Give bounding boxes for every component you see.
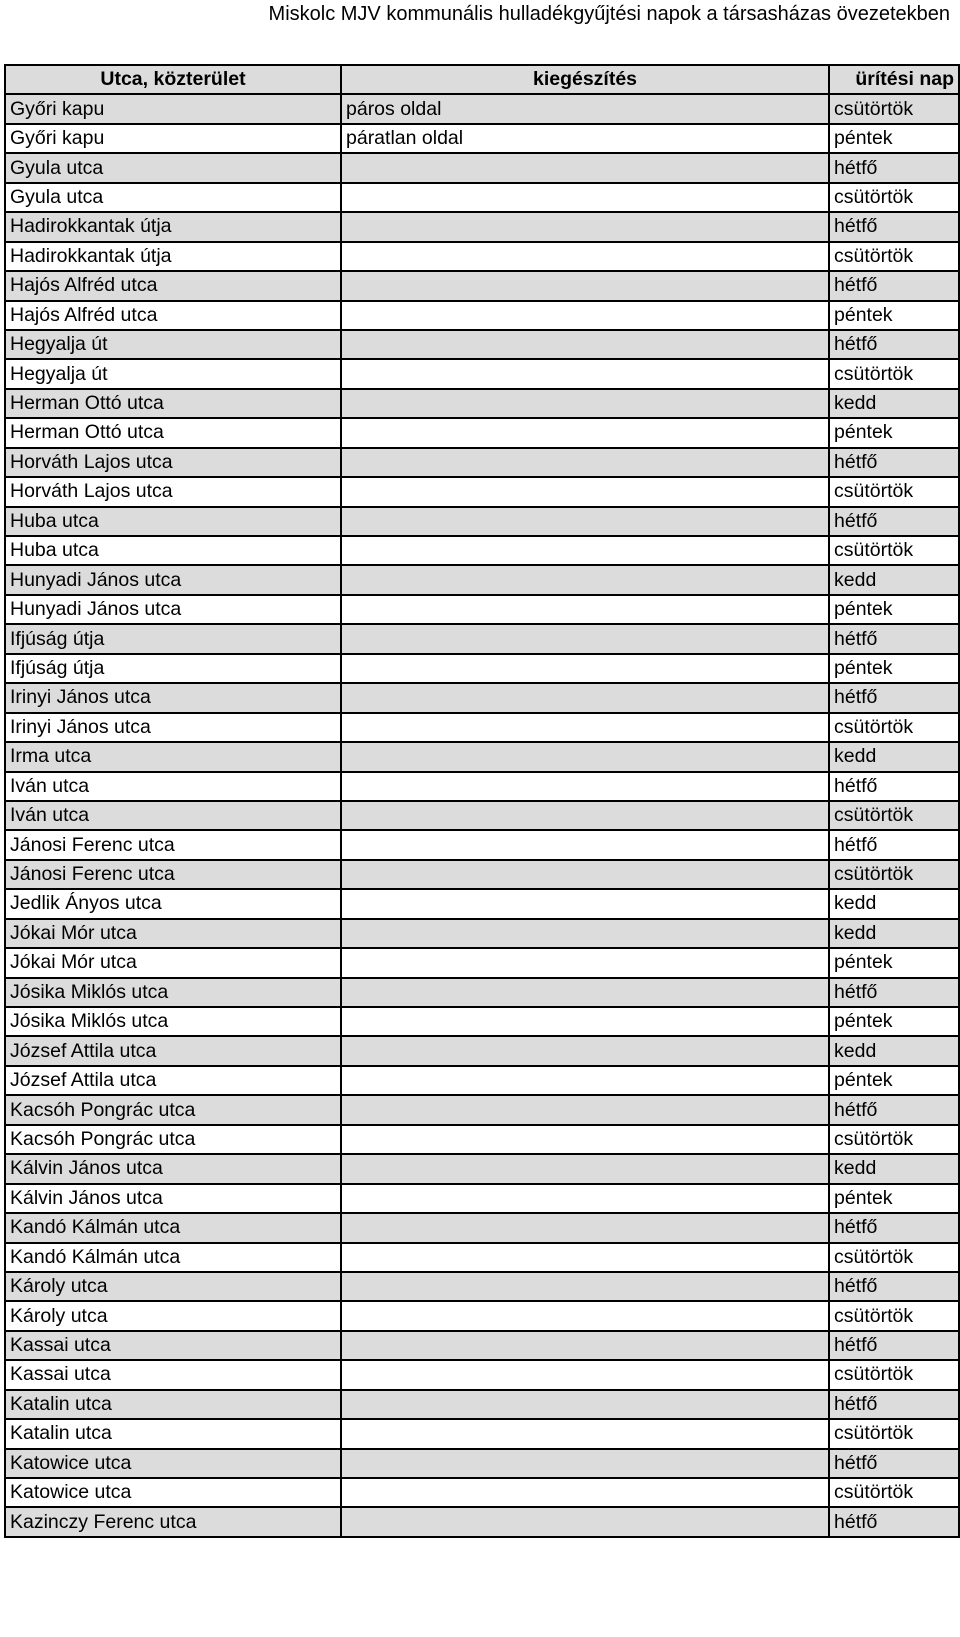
cell-day: kedd — [829, 1036, 959, 1065]
cell-note — [341, 919, 829, 948]
cell-day: hétfő — [829, 978, 959, 1007]
cell-note — [341, 212, 829, 241]
cell-street: Huba utca — [5, 536, 341, 565]
cell-street: Kacsóh Pongrác utca — [5, 1095, 341, 1124]
cell-day: hétfő — [829, 683, 959, 712]
table-row — [5, 713, 959, 742]
table-row — [5, 801, 959, 830]
cell-street: Kálvin János utca — [5, 1184, 341, 1213]
cell-day: hétfő — [829, 830, 959, 859]
cell-street: Ifjúság útja — [5, 624, 341, 653]
cell-day: hétfő — [829, 1390, 959, 1419]
table-row — [5, 1007, 959, 1036]
cell-day: hétfő — [829, 1095, 959, 1124]
cell-street: Jánosi Ferenc utca — [5, 830, 341, 859]
cell-street: Kálvin János utca — [5, 1154, 341, 1183]
cell-street: Jedlik Ányos utca — [5, 889, 341, 918]
table-row — [5, 1213, 959, 1242]
cell-note — [341, 1095, 829, 1124]
cell-note — [341, 654, 829, 683]
table-row — [5, 536, 959, 565]
table-row — [5, 1154, 959, 1183]
table-row — [5, 1125, 959, 1154]
cell-note — [341, 242, 829, 271]
table-row — [5, 683, 959, 712]
cell-day: péntek — [829, 948, 959, 977]
cell-street: Katowice utca — [5, 1478, 341, 1507]
table-row — [5, 153, 959, 182]
cell-note — [341, 1419, 829, 1448]
cell-note: páratlan oldal — [341, 124, 829, 153]
cell-day: csütörtök — [829, 860, 959, 889]
table-row — [5, 301, 959, 330]
cell-street: Hegyalja út — [5, 330, 341, 359]
cell-day: csütörtök — [829, 1360, 959, 1389]
cell-day: kedd — [829, 889, 959, 918]
table-row — [5, 595, 959, 624]
cell-day: csütörtök — [829, 801, 959, 830]
cell-street: Hajós Alfréd utca — [5, 301, 341, 330]
cell-street: Hadirokkantak útja — [5, 212, 341, 241]
cell-street: Huba utca — [5, 507, 341, 536]
cell-day: hétfő — [829, 1331, 959, 1360]
schedule-table — [4, 64, 960, 1538]
table-row — [5, 271, 959, 300]
cell-street: Győri kapu — [5, 124, 341, 153]
cell-day: hétfő — [829, 1272, 959, 1301]
cell-day: péntek — [829, 124, 959, 153]
cell-street: Kassai utca — [5, 1331, 341, 1360]
cell-day: csütörtök — [829, 359, 959, 388]
table-row — [5, 1419, 959, 1448]
table-row — [5, 860, 959, 889]
table-row — [5, 1507, 959, 1536]
cell-street: Kandó Kálmán utca — [5, 1213, 341, 1242]
cell-note — [341, 1184, 829, 1213]
cell-day: péntek — [829, 654, 959, 683]
cell-note — [341, 1007, 829, 1036]
table-row — [5, 389, 959, 418]
cell-day: csütörtök — [829, 1125, 959, 1154]
table-row — [5, 1331, 959, 1360]
cell-note — [341, 418, 829, 447]
cell-note — [341, 301, 829, 330]
table-row — [5, 1066, 959, 1095]
cell-day: péntek — [829, 1184, 959, 1213]
cell-day: csütörtök — [829, 713, 959, 742]
cell-note — [341, 772, 829, 801]
cell-note — [341, 1272, 829, 1301]
cell-note — [341, 948, 829, 977]
cell-street: Jókai Mór utca — [5, 919, 341, 948]
cell-street: Horváth Lajos utca — [5, 448, 341, 477]
cell-street: Herman Ottó utca — [5, 418, 341, 447]
cell-note — [341, 624, 829, 653]
cell-day: kedd — [829, 389, 959, 418]
cell-note — [341, 1507, 829, 1536]
schedule-table-container — [4, 64, 958, 1538]
cell-street: Herman Ottó utca — [5, 389, 341, 418]
column-header-day: ürítési nap — [829, 65, 959, 94]
cell-note — [341, 1036, 829, 1065]
cell-street: Hajós Alfréd utca — [5, 271, 341, 300]
cell-note — [341, 1066, 829, 1095]
cell-day: hétfő — [829, 330, 959, 359]
table-row — [5, 978, 959, 1007]
cell-note — [341, 889, 829, 918]
table-row — [5, 1478, 959, 1507]
cell-day: hétfő — [829, 507, 959, 536]
cell-street: Hadirokkantak útja — [5, 242, 341, 271]
cell-day: péntek — [829, 595, 959, 624]
cell-street: Kacsóh Pongrác utca — [5, 1125, 341, 1154]
cell-street: Kassai utca — [5, 1360, 341, 1389]
cell-street: Károly utca — [5, 1272, 341, 1301]
cell-street: József Attila utca — [5, 1066, 341, 1095]
table-row — [5, 565, 959, 594]
table-row — [5, 654, 959, 683]
cell-street: Irinyi János utca — [5, 713, 341, 742]
cell-note — [341, 330, 829, 359]
cell-note — [341, 565, 829, 594]
cell-street: Gyula utca — [5, 183, 341, 212]
cell-day: csütörtök — [829, 477, 959, 506]
table-body — [5, 94, 959, 1536]
cell-street: József Attila utca — [5, 1036, 341, 1065]
cell-street: Károly utca — [5, 1301, 341, 1330]
table-row — [5, 948, 959, 977]
table-row — [5, 1184, 959, 1213]
cell-street: Horváth Lajos utca — [5, 477, 341, 506]
cell-note — [341, 1449, 829, 1478]
cell-street: Jókai Mór utca — [5, 948, 341, 977]
cell-street: Irma utca — [5, 742, 341, 771]
cell-note — [341, 536, 829, 565]
cell-street: Irinyi János utca — [5, 683, 341, 712]
cell-day: hétfő — [829, 1213, 959, 1242]
table-row — [5, 919, 959, 948]
cell-note — [341, 389, 829, 418]
cell-day: hétfő — [829, 772, 959, 801]
cell-note — [341, 477, 829, 506]
table-row — [5, 624, 959, 653]
cell-street: Jósika Miklós utca — [5, 978, 341, 1007]
table-row — [5, 830, 959, 859]
cell-day: csütörtök — [829, 1478, 959, 1507]
table-row — [5, 94, 959, 123]
table-row — [5, 242, 959, 271]
cell-note — [341, 183, 829, 212]
table-row — [5, 1360, 959, 1389]
cell-note — [341, 1390, 829, 1419]
cell-note — [341, 1125, 829, 1154]
table-row — [5, 418, 959, 447]
cell-street: Iván utca — [5, 801, 341, 830]
cell-note — [341, 1360, 829, 1389]
cell-note — [341, 359, 829, 388]
cell-note — [341, 860, 829, 889]
cell-street: Gyula utca — [5, 153, 341, 182]
cell-note: páros oldal — [341, 94, 829, 123]
cell-note — [341, 1154, 829, 1183]
cell-note — [341, 1243, 829, 1272]
cell-day: csütörtök — [829, 1243, 959, 1272]
cell-street: Iván utca — [5, 772, 341, 801]
column-header-note: kiegészítés — [341, 65, 829, 94]
cell-day: csütörtök — [829, 1301, 959, 1330]
cell-note — [341, 1213, 829, 1242]
cell-street: Kandó Kálmán utca — [5, 1243, 341, 1272]
table-row — [5, 359, 959, 388]
table-row — [5, 1301, 959, 1330]
table-row — [5, 772, 959, 801]
cell-note — [341, 507, 829, 536]
cell-street: Győri kapu — [5, 94, 341, 123]
table-row — [5, 1449, 959, 1478]
table-row — [5, 330, 959, 359]
cell-note — [341, 271, 829, 300]
cell-street: Jósika Miklós utca — [5, 1007, 341, 1036]
page-title: Miskolc MJV kommunális hulladékgyűjtési napok a társasházas övezetekben — [268, 3, 950, 25]
cell-day: csütörtök — [829, 242, 959, 271]
table-row — [5, 212, 959, 241]
cell-day: péntek — [829, 418, 959, 447]
table-row — [5, 1095, 959, 1124]
cell-street: Jánosi Ferenc utca — [5, 860, 341, 889]
table-row — [5, 1036, 959, 1065]
cell-day: hétfő — [829, 448, 959, 477]
table-row — [5, 183, 959, 212]
column-header-street: Utca, közterület — [5, 65, 341, 94]
table-row — [5, 1243, 959, 1272]
cell-day: csütörtök — [829, 1419, 959, 1448]
cell-note — [341, 448, 829, 477]
cell-day: hétfő — [829, 271, 959, 300]
cell-street: Hunyadi János utca — [5, 565, 341, 594]
cell-note — [341, 742, 829, 771]
cell-street: Hunyadi János utca — [5, 595, 341, 624]
table-row — [5, 1272, 959, 1301]
cell-day: péntek — [829, 1007, 959, 1036]
table-row — [5, 124, 959, 153]
cell-street: Ifjúság útja — [5, 654, 341, 683]
cell-day: hétfő — [829, 153, 959, 182]
cell-street: Katowice utca — [5, 1449, 341, 1478]
cell-note — [341, 713, 829, 742]
cell-note — [341, 1478, 829, 1507]
cell-note — [341, 1301, 829, 1330]
table-header-row — [5, 65, 959, 94]
cell-note — [341, 683, 829, 712]
cell-day: kedd — [829, 1154, 959, 1183]
cell-day: hétfő — [829, 624, 959, 653]
cell-note — [341, 153, 829, 182]
table-row — [5, 507, 959, 536]
cell-day: csütörtök — [829, 536, 959, 565]
table-row — [5, 448, 959, 477]
cell-note — [341, 801, 829, 830]
cell-street: Katalin utca — [5, 1419, 341, 1448]
cell-day: hétfő — [829, 1449, 959, 1478]
cell-day: péntek — [829, 1066, 959, 1095]
cell-day: kedd — [829, 919, 959, 948]
cell-note — [341, 1331, 829, 1360]
cell-day: csütörtök — [829, 183, 959, 212]
table-row — [5, 1390, 959, 1419]
table-row — [5, 477, 959, 506]
cell-street: Kazinczy Ferenc utca — [5, 1507, 341, 1536]
cell-day: kedd — [829, 565, 959, 594]
cell-day: csütörtök — [829, 94, 959, 123]
cell-day: kedd — [829, 742, 959, 771]
table-row — [5, 742, 959, 771]
cell-note — [341, 595, 829, 624]
cell-street: Hegyalja út — [5, 359, 341, 388]
cell-day: péntek — [829, 301, 959, 330]
cell-note — [341, 978, 829, 1007]
cell-note — [341, 830, 829, 859]
cell-day: hétfő — [829, 1507, 959, 1536]
table-row — [5, 889, 959, 918]
cell-day: hétfő — [829, 212, 959, 241]
cell-street: Katalin utca — [5, 1390, 341, 1419]
